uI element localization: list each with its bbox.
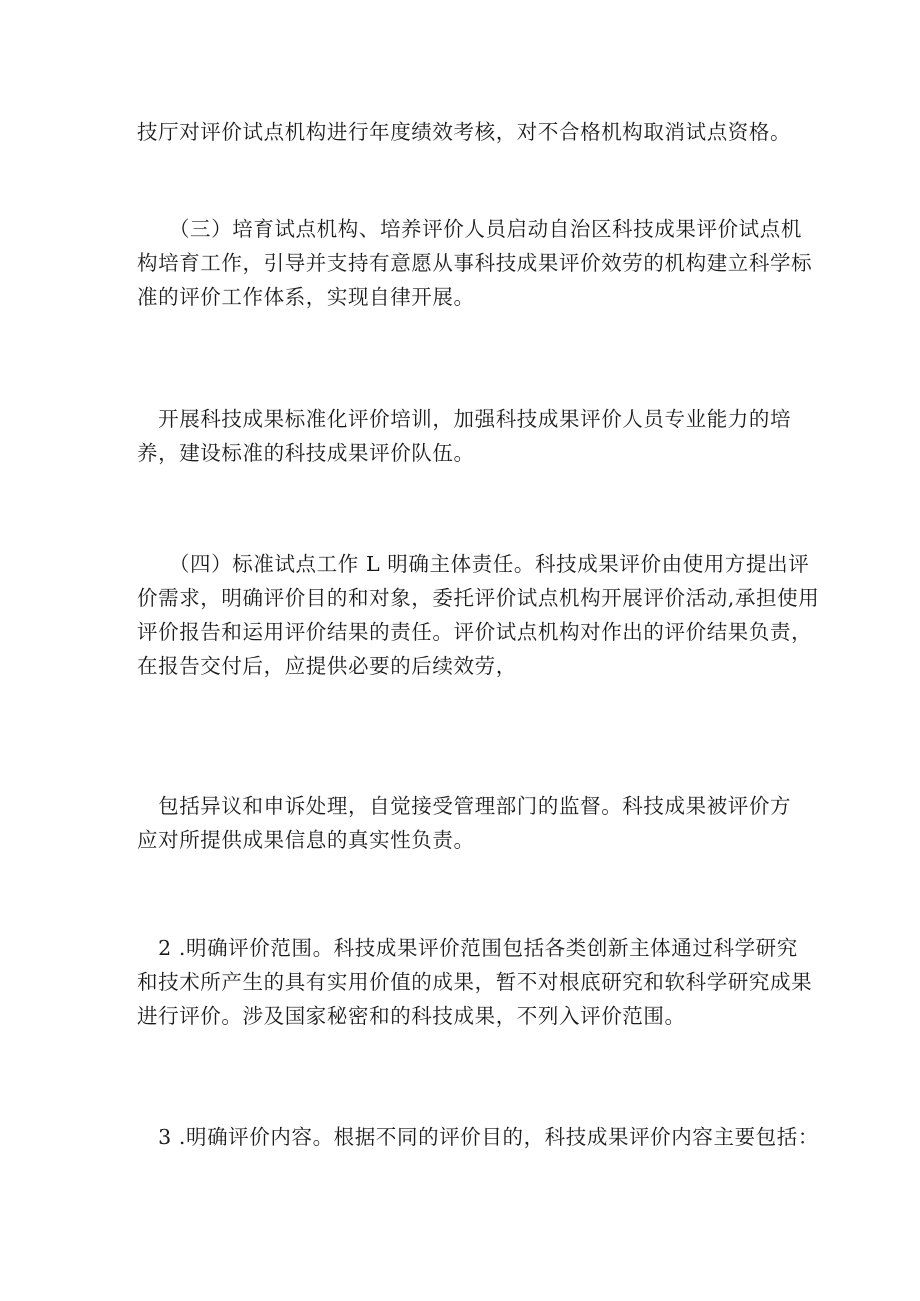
paragraph-6 <box>137 931 813 1033</box>
paragraph-4 <box>137 547 820 683</box>
paragraph-line: 养，建设标准的科技成果评价队伍。 <box>137 441 475 465</box>
paragraph-line: 开展科技成果标准化评价培训，加强科技成果评价人员专业能力的培 <box>137 407 792 431</box>
paragraph-3 <box>137 402 797 470</box>
paragraph-line: 在报告交付后，应提供必要的后续效劳， <box>137 654 517 678</box>
paragraph-line: 包括异议和申诉处理，自觉接受管理部门的监督。科技成果被评价方 <box>137 794 792 818</box>
paragraph-line: （四）标准试点工作 L 明确主体责任。科技成果评价由使用方提出评 <box>137 552 810 576</box>
paragraph-line: 准的评价工作体系，实现自律开展。 <box>137 285 475 309</box>
paragraph-line: 进行评价。涉及国家秘密和的科技成果，不列入评价范围。 <box>137 1004 686 1028</box>
paragraph-line: 评价报告和运用评价结果的责任。评价试点机构对作出的评价结果负责， <box>137 620 813 644</box>
paragraph-line: 3 .明确评价内容。根据不同的评价目的，科技成果评价内容主要包括： <box>137 1125 819 1149</box>
paragraph-5 <box>137 789 797 857</box>
paragraph-7 <box>137 1120 819 1154</box>
paragraph-line: 构培育工作，引导并支持有意愿从事科技成果评价效劳的机构建立科学标 <box>137 251 813 275</box>
paragraph-1 <box>137 115 797 149</box>
paragraph-line: 技厅对评价试点机构进行年度绩效考核，对不合格机构取消试点资格。 <box>137 120 792 144</box>
paragraph-line: 应对所提供成果信息的真实性负责。 <box>137 828 475 852</box>
paragraph-2 <box>137 212 813 314</box>
paragraph-line: 2 .明确评价范围。科技成果评价范围包括各类创新主体通过科学研究 <box>137 936 798 960</box>
paragraph-line: （三）培育试点机构、培养评价人员启动自治区科技成果评价试点机 <box>137 217 802 241</box>
paragraph-line: 价需求，明确评价目的和对象，委托评价试点机构开展评价活动,承担使用 <box>137 586 820 610</box>
paragraph-line: 和技术所产生的具有实用价值的成果，暂不对根底研究和软科学研究成果 <box>137 970 813 994</box>
